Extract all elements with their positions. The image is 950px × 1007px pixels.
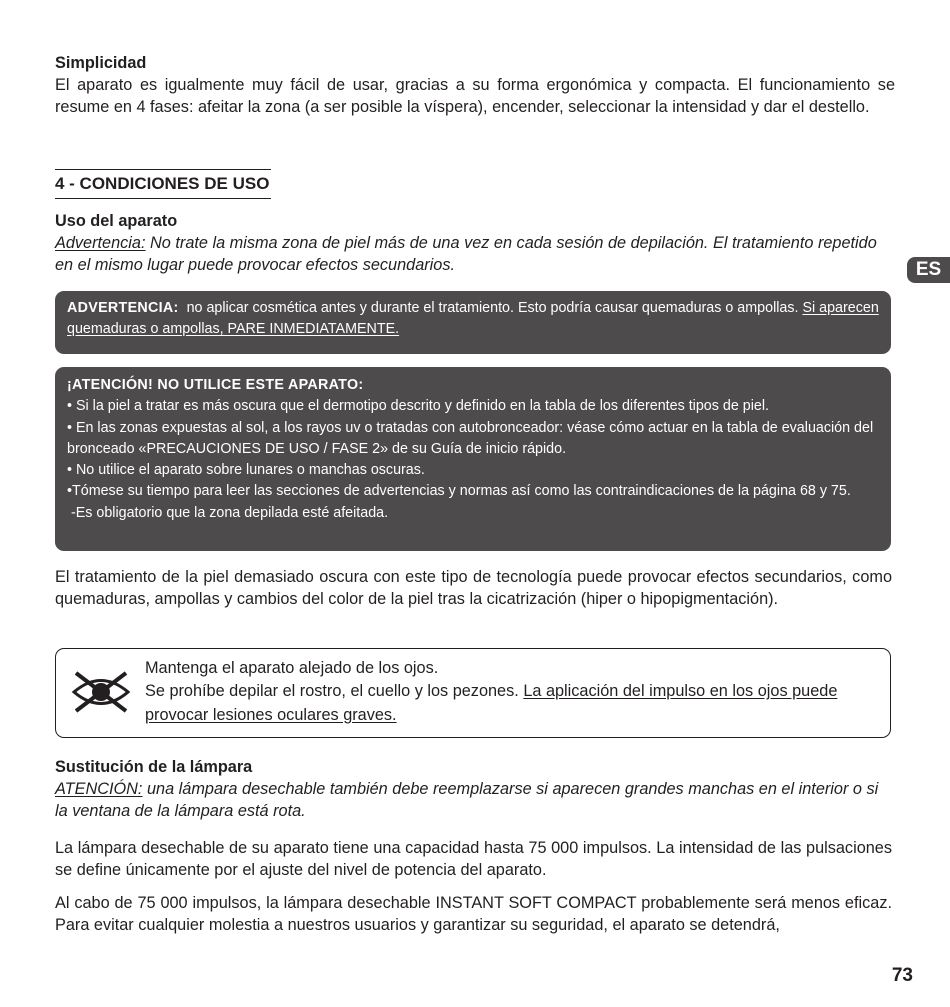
- lamp-section: [55, 756, 892, 822]
- capacity-paragraph: La lámpara desechable de su aparato tiene una capacidad hasta 75 000 impulsos. La intensidad de las pulsaciones se define únicamente por el ajuste del nivel de potencia del aparato.: [55, 839, 892, 879]
- section-title: 4 - CONDICIONES DE USO: [55, 169, 271, 199]
- manual-page: [55, 52, 895, 934]
- tratamiento-paragraph: El tratamiento de la piel demasiado oscura con este tipo de tecnología puede provocar efectos secundarios, como quemaduras, ampollas y cambios del color de la piel tras la cicatrización (hiper o hipopigmentación).: [55, 568, 892, 608]
- eyes-warning-text: [145, 657, 875, 727]
- eyes-line2-wrap: [145, 680, 875, 727]
- lamp-heading: Sustitución de la lámpara: [55, 758, 253, 776]
- eyes-underlined: La aplicación del impulso en los ojos puede provocar lesiones oculares graves.: [145, 682, 838, 724]
- uso-warning-paragraph: [55, 232, 892, 276]
- uso-heading: Uso del aparato: [55, 212, 178, 230]
- uso-warning-label: Advertencia:: [55, 234, 146, 252]
- warning-label: ADVERTENCIA:: [67, 300, 179, 316]
- attention-item: • No utilice el aparato sobre lunares o manchas oscuras.: [67, 462, 425, 479]
- warning-underlined: Si aparecen quemaduras o ampollas, PARE INMEDIATAMENTE.: [67, 300, 879, 337]
- after-paragraph: Al cabo de 75 000 impulsos, la lámpara desechable INSTANT SOFT COMPACT probablemente será menos eficaz. Para evitar cualquier molestia a nuestros usuarios y garantizar su seguridad, el aparato se detendrá,: [55, 894, 892, 934]
- no-eyes-icon: [70, 669, 132, 715]
- attention-item: •Tómese su tiempo para leer las secciones de advertencias y normas así como las contraindicaciones de la página 68 y 75.: [67, 483, 851, 500]
- page-number: 73: [891, 965, 913, 986]
- uso-section: [55, 210, 892, 276]
- attention-box: [55, 367, 891, 551]
- language-tab: ES: [907, 257, 950, 283]
- attention-item: -Es obligatorio que la zona depilada esté afeitada.: [67, 504, 389, 521]
- attention-item: • En las zonas expuestas al sol, a los rayos uv o tratadas con autobronceador: véase cómo actuar en la tabla de evaluación del bronceado «PRECAUCIONES DE USO / FASE 2» de su Guía de inicio rápido.: [67, 419, 874, 457]
- lamp-attention-text: una lámpara desechable también debe reemplazarse si aparecen grandes manchas en el interior o si la ventana de la lámpara está rota.: [55, 780, 879, 820]
- eyes-warning-box: [55, 648, 891, 738]
- uso-warning-text: No trate la misma zona de piel más de una vez en cada sesión de depilación. El tratamiento repetido en el mismo lugar puede provocar efectos secundarios.: [55, 234, 877, 274]
- eyes-line2: Se prohíbe depilar el rostro, el cuello y los pezones.: [145, 682, 524, 701]
- lamp-attention-label: ATENCIÓN:: [55, 780, 143, 798]
- attention-title: ¡ATENCIÓN! NO UTILICE ESTE APARATO:: [67, 377, 364, 393]
- simplicidad-paragraph: El aparato es igualmente muy fácil de usar, gracias a su forma ergonómica y compacta. El funcionamiento se resume en 4 fases: afeitar la zona (a ser posible la víspera), encender, seleccionar la intensidad y dar el destello.: [55, 76, 895, 116]
- simplicidad-heading: Simplicidad: [55, 54, 147, 72]
- warning-text: no aplicar cosmética antes y durante el tratamiento. Esto podría causar quemaduras o ampollas.: [178, 300, 803, 316]
- attention-item: • Si la piel a tratar es más oscura que el dermotipo descrito y definido en la tabla de los diferentes tipos de piel.: [67, 398, 769, 415]
- warning-box: [55, 291, 891, 354]
- lamp-attention-paragraph: [55, 778, 892, 822]
- eyes-line1: Mantenga el aparato alejado de los ojos.: [145, 659, 439, 677]
